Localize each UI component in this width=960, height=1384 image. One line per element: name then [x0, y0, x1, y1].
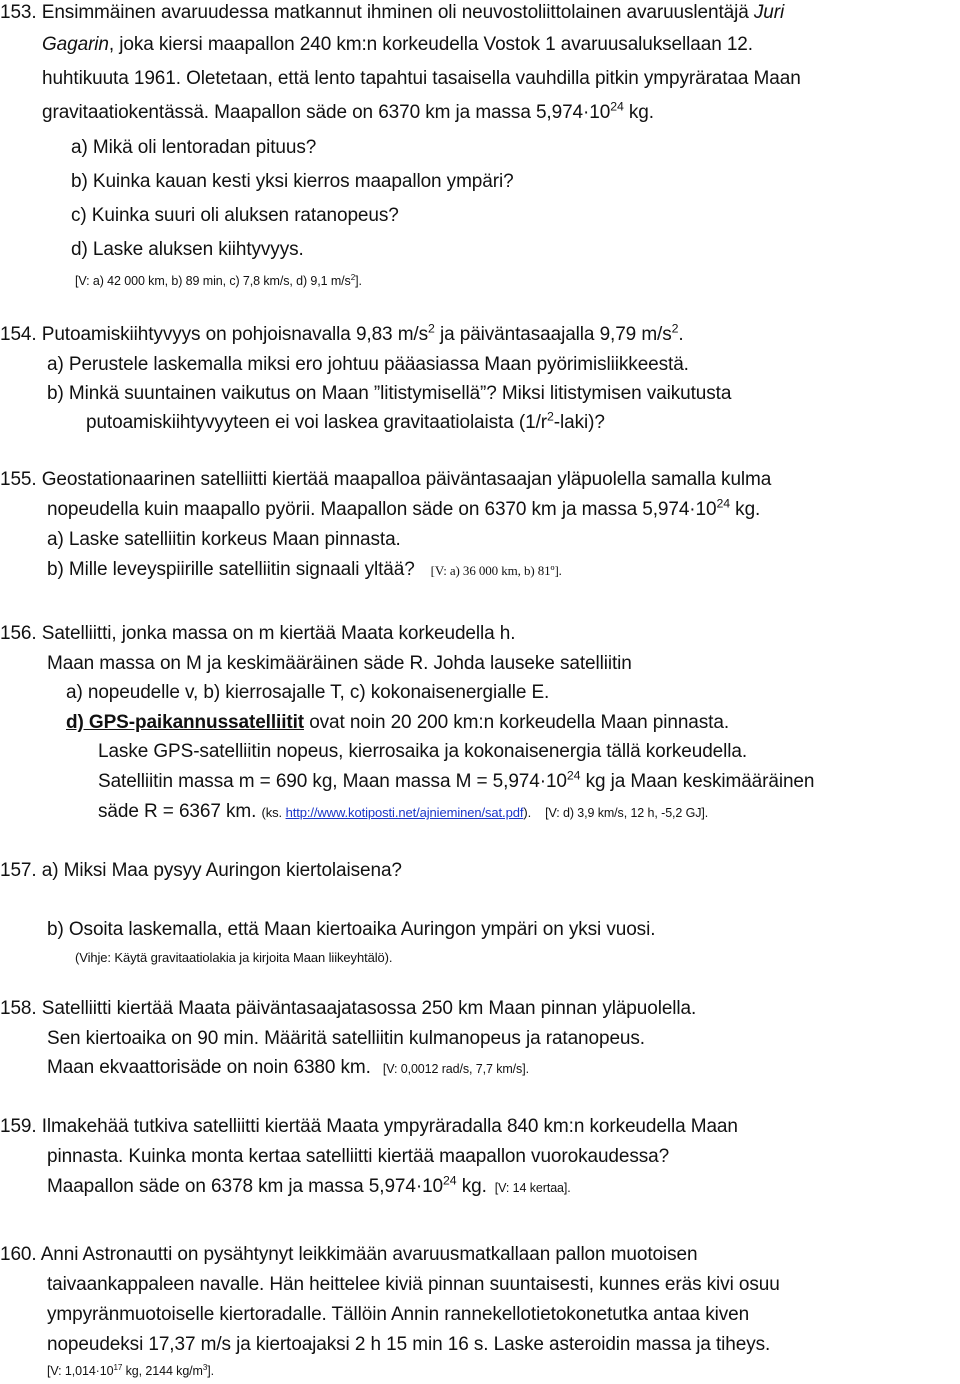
problem-155-question-a: a) Laske satelliitin korkeus Maan pinnasta.: [47, 529, 401, 550]
problem-154-question-b-cont: putoamiskiihtyvyyteen ei voi laskea gravitaatiolaista $(1/r^2-laki)$?: [86, 409, 605, 433]
problem-160-line-1: 160. Anni Astronautti on pysähtynyt leikkimään avaruusmatkallaan pallon muotoisen: [0, 1244, 698, 1265]
problem-153-question-c: c) Kuinka suuri oli aluksen ratanopeus?: [71, 205, 399, 226]
problem-154-question-b: b) Minkä suuntainen vaikutus on Maan ”litistymisellä”? Miksi litistymisen vaikutusta: [47, 383, 732, 404]
problem-158-answer: [V: 0,0012 rad/s, 7,7 km/s].: [382, 1062, 529, 1076]
problem-158-line-3: Maan ekvaattorisäde on noin 6380 km. [V: 0,0012 rad/s, 7,7 km/s].: [47, 1057, 529, 1078]
sat-pdf-link[interactable]: http://www.kotiposti.net/ajnieminen/sat.pdf: [285, 805, 524, 820]
problem-156-question-d: d) GPS-paikannussatelliitit ovat noin 20 200 km:n korkeudella Maan pinnasta.: [66, 712, 730, 733]
problem-160-line-3: ympyränmuotoiselle kiertoradalle. Tällöin Annin rannekellotietokonetutka antaa kiven: [47, 1304, 750, 1325]
problem-159-line-1: 159. Ilmakehää tutkiva satelliitti kiertää Maata ympyräradalla 840 km:n korkeudella Maan: [0, 1116, 738, 1137]
gps-heading: d) GPS-paikannussatelliitit: [66, 712, 305, 733]
problem-156-line-6: Satelliitin massa m = 690 kg, Maan massa $M = 5,974\cdot 10^{24}$ kg ja Maan keskimääräinen: [98, 768, 815, 792]
problem-160-line-4: nopeudeksi 17,37 m/s ja kiertoajaksi 2 h 15 min 16 s. Laske asteroidin massa ja tiheys.: [47, 1334, 771, 1355]
problem-154-question-a: a) Perustele laskemalla miksi ero johtuu pääasiassa Maan pyörimisliikkeestä.: [47, 354, 689, 375]
problem-160-answer: [V: $1,014\cdot 10^{17}$ kg, 2144 $kg/m^3$].: [47, 1362, 215, 1378]
problem-153-line-3: huhtikuuta 1961. Oletetaan, että lento tapahtui tasaisella vauhdilla pitkin ympyrärataa Maan: [42, 68, 801, 89]
problem-153-question-a: a) Mikä oli lentoradan pituus?: [71, 137, 317, 158]
problem-156-line-7: säde R = 6367 km. (ks. http://www.kotiposti.net/ajnieminen/sat.pdf). [V: d) 3,9 km/s, 12 h, -5,2 GJ].: [98, 801, 709, 822]
problem-153-question-d: d) Laske aluksen kiihtyvyys.: [71, 239, 304, 260]
problem-156-line-1: 156. Satelliitti, jonka massa on m kiertää Maata korkeudella h.: [0, 623, 516, 644]
problem-157-line-2: b) Osoita laskemalla, että Maan kiertoaika Auringon ympäri on yksi vuosi.: [47, 919, 656, 940]
problem-159-line-3: Maapallon säde on 6378 km ja massa $5,974\cdot 10^{24}$ kg. [V: 14 kertaa].: [47, 1173, 571, 1197]
problem-156-line-2: Maan massa on M ja keskimääräinen säde R. Johda lauseke satelliitin: [47, 653, 632, 674]
problem-155-line-1: 155. Geostationaarinen satelliitti kiertää maapalloa päiväntasaajan yläpuolella samalla kulma: [0, 469, 772, 490]
problem-157-hint: (Vihje: Käytä gravitaatiolakia ja kirjoita Maan liikeyhtälö).: [75, 950, 393, 965]
problem-158-line-1: 158. Satelliitti kiertää Maata päiväntasaajatasossa 250 km Maan pinnan yläpuolella.: [0, 998, 697, 1019]
problem-157-line-1: 157. a) Miksi Maa pysyy Auringon kiertolaisena?: [0, 860, 402, 881]
problem-155-answer: [V: a) 36 000 km, b) 81º].: [430, 563, 562, 578]
problem-158-line-2: Sen kiertoaika on 90 min. Määritä satelliitin kulmanopeus ja ratanopeus.: [47, 1028, 645, 1049]
problem-153-line-1: 153. Ensimmäinen avaruudessa matkannut ihminen oli neuvostoliittolainen avaruuslentäjä Juri: [0, 2, 785, 23]
problem-156-line-5: Laske GPS-satelliitin nopeus, kierrosaika ja kokonaisenergia tällä korkeudella.: [98, 741, 748, 762]
problem-155-question-b: b) Mille leveyspiirille satelliitin signaali yltää? [V: a) 36 000 km, b) 81º].: [47, 559, 562, 580]
problem-160-line-2: taivaankappaleen navalle. Hän heittelee kiviä pinnan suuntaisesti, kunnes eräs kivi osuu: [47, 1274, 780, 1295]
problem-154-line-1: 154. Putoamiskiihtyvyys on pohjoisnavalla 9,83 $m/s^2$ ja päiväntasaajalla 9,79 $m/s^2$.: [0, 321, 684, 345]
problem-153-line-4: gravitaatiokentässä. Maapallon säde on 6370 km ja massa $5,974\cdot 10^{24}$ kg.: [42, 99, 654, 123]
problem-153-answer: [V: a) 42 000 km, b) 89 min, c) 7,8 km/s, d) 9,1 $m/s^2$].: [75, 272, 362, 288]
problem-156-answer: [V: d) 3,9 km/s, 12 h, -5,2 GJ].: [545, 806, 709, 820]
problem-153-line-2: Gagarin, joka kiersi maapallon 240 km:n korkeudella Vostok 1 avaruusaluksellaan 12.: [42, 34, 753, 55]
problem-159-line-2: pinnasta. Kuinka monta kertaa satelliitti kiertää maapallon vuorokaudessa?: [47, 1146, 670, 1167]
problem-156-line-3: a) nopeudelle v, b) kierrosajalle T, c) kokonaisenergialle E.: [66, 682, 550, 703]
problem-159-answer: [V: 14 kertaa].: [494, 1181, 571, 1195]
problem-155-line-2: nopeudella kuin maapallo pyörii. Maapallon säde on 6370 km ja massa $5,974\cdot 10^{24}$ kg.: [47, 496, 761, 520]
problem-153-question-b: b) Kuinka kauan kesti yksi kierros maapallon ympäri?: [71, 171, 514, 192]
